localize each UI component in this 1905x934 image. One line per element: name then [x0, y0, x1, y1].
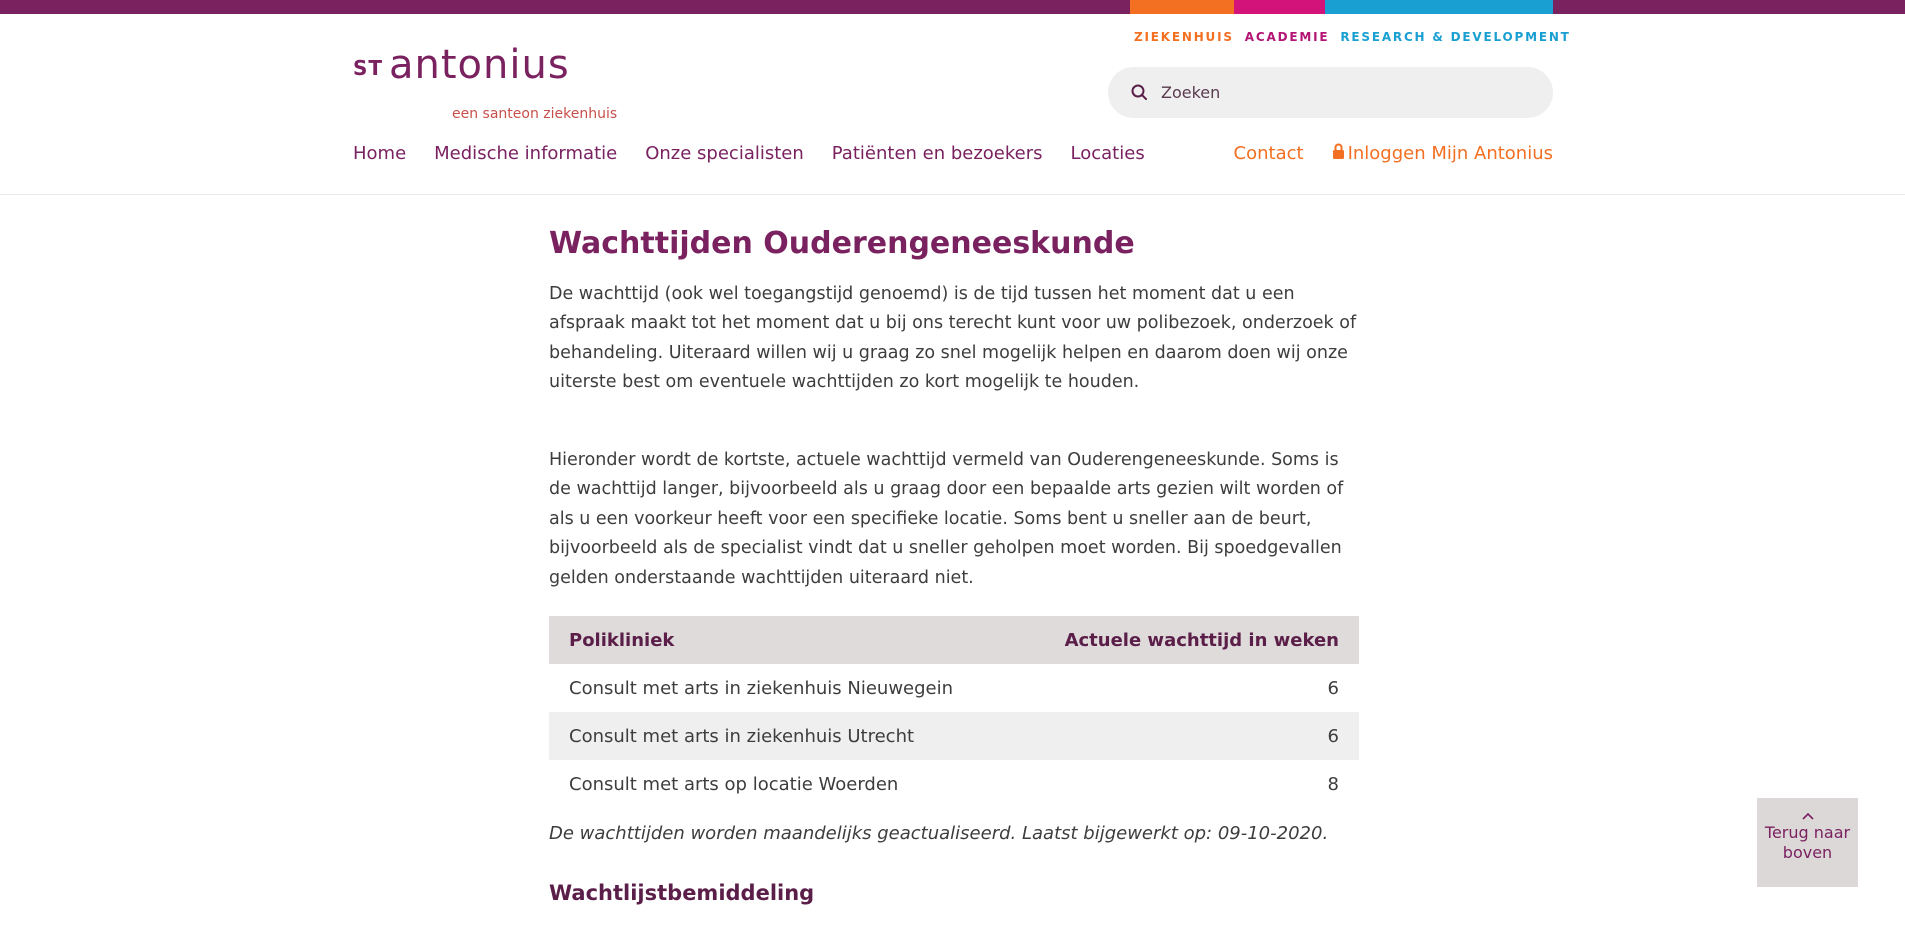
contact-link[interactable]: Contact — [1233, 143, 1304, 164]
back-to-top-button[interactable] — [1757, 798, 1858, 887]
column-header-polikliniek: Polikliniek — [549, 616, 1014, 664]
section-heading-wachtlijstbemiddeling: Wachtlijstbemiddeling — [549, 881, 815, 905]
site-header — [0, 14, 1905, 195]
top-color-bar — [0, 0, 1905, 14]
logo-name: antonius — [389, 42, 570, 88]
top-bar-segment-academie — [1234, 0, 1325, 14]
main-nav — [353, 143, 1145, 164]
table-row — [549, 664, 1359, 712]
subsite-link-academie[interactable]: ACADEMIE — [1244, 30, 1330, 44]
top-bar-segment-research — [1325, 0, 1553, 14]
subsite-link-research-development[interactable]: RESEARCH & DEVELOPMENT — [1340, 30, 1571, 44]
table-cell-polikliniek: Consult met arts op locatie Woerden — [569, 773, 899, 795]
search-input[interactable] — [1161, 67, 1541, 118]
nav-item-locaties[interactable]: Locaties — [1070, 143, 1145, 164]
waiting-times-table — [549, 616, 1359, 808]
table-cell-polikliniek: Consult met arts in ziekenhuis Utrecht — [549, 712, 1014, 760]
explanation-paragraph: Hieronder wordt de kortste, actuele wachttijd vermeld van Ouderengeneeskunde. Soms is de wachttijd langer, bijvoorbeeld als u graag door een bepaalde arts gezien wilt worden of als u een voorkeur heeft voor een specifieke locatie. Soms bent u sneller aan de beurt, bijvoorbeeld als de specialist vindt dat u sneller geholpen moet worden. Bij spoedgevallen gelden onderstaande wachttijden uiteraard niet. — [549, 450, 1344, 588]
logo-st: ST — [353, 56, 384, 80]
chevron-up-icon — [1801, 812, 1815, 821]
nav-item-medische-informatie[interactable]: Medische informatie — [434, 143, 618, 164]
table-row — [549, 712, 1359, 760]
login-link[interactable] — [1332, 143, 1553, 164]
table-cell-wachttijd: 6 — [1327, 677, 1339, 699]
nav-item-patienten-bezoekers[interactable]: Patiënten en bezoekers — [831, 143, 1043, 164]
login-label: Inloggen Mijn Antonius — [1347, 143, 1553, 164]
subsite-link-ziekenhuis[interactable]: ZIEKENHUIS — [1134, 30, 1234, 44]
lock-icon — [1332, 143, 1345, 160]
update-note: De wachttijden worden maandelijks geactualiseerd. Laatst bijgewerkt op: 09-10-2020. — [549, 823, 1329, 844]
intro-paragraph: De wachttijd (ook wel toegangstijd genoemd) is de tijd tussen het moment dat u een afspraak maakt tot het moment dat u bij ons terecht kunt voor uw polibezoek, onderzoek of behandeling. Uiteraard willen wij u graag zo snel mogelijk helpen en daarom doen wij onze uiterste best om eventuele wachttijden zo kort mogelijk te houden. — [549, 284, 1357, 393]
back-to-top-label-line1: Terug naar — [1764, 823, 1851, 842]
logo-tagline: een santeon ziekenhuis — [452, 106, 618, 122]
utility-nav — [1234, 143, 1553, 164]
table-cell-wachttijd: 8 — [1327, 773, 1339, 795]
nav-item-onze-specialisten[interactable]: Onze specialisten — [645, 143, 804, 164]
page-title: Wachttijden Ouderengeneeskunde — [549, 226, 1135, 261]
column-header-wachttijd: Actuele wachttijd in weken — [1014, 616, 1359, 664]
subsite-nav — [1134, 30, 1571, 44]
search-box[interactable] — [1108, 67, 1553, 118]
back-to-top-label-line2: boven — [1782, 843, 1833, 862]
site-logo[interactable] — [353, 42, 618, 128]
nav-item-home[interactable]: Home — [353, 143, 407, 164]
table-cell-wachttijd: 6 — [1014, 712, 1359, 760]
table-header-row — [549, 616, 1359, 664]
table-cell-polikliniek: Consult met arts in ziekenhuis Nieuwegein — [569, 677, 954, 699]
top-bar-segment-ziekenhuis — [1130, 0, 1234, 14]
table-row — [549, 760, 1359, 808]
search-icon[interactable] — [1130, 83, 1148, 101]
